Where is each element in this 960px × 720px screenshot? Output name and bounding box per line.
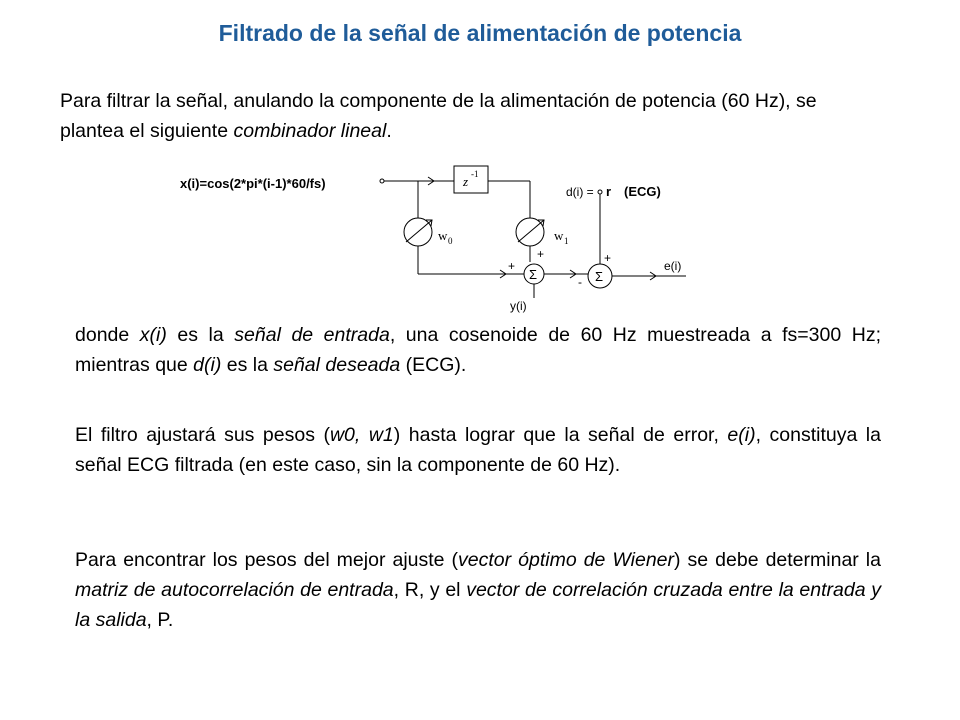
desired-node [598, 190, 602, 194]
w1-label: w [554, 228, 564, 243]
linear-combiner-diagram [176, 158, 706, 318]
para2-text: ) hasta lograr que la señal de error, [393, 424, 728, 446]
para2-text: El filtro ajustará sus pesos ( [75, 424, 330, 446]
intro-text-1: Para filtrar la señal, anulando la componente de la alimentación de potencia (60 Hz), se plantea el siguiente [60, 90, 817, 142]
intro-paragraph [60, 86, 885, 146]
summer-2-minus: - [578, 275, 582, 289]
paragraph-weights [75, 420, 881, 480]
para1-text: , una cosenoide de 60 Hz muestreada a fs=300 Hz; mientras que [75, 324, 881, 376]
para3-text: , R, y el [393, 579, 467, 601]
para1-text: es la [221, 354, 274, 376]
intro-text-2: . [386, 120, 392, 142]
summer-1-plus-top: + [537, 247, 545, 261]
desired-ecg: (ECG) [624, 184, 661, 199]
para1-text: donde [75, 324, 140, 346]
para3-italic: vector de correlación cruzada entre la entrada y la salida [75, 579, 881, 631]
input-node [380, 179, 384, 183]
para1-italic: d(i) [193, 354, 222, 376]
para3-text: , P. [146, 609, 174, 631]
w0-label: w [438, 228, 448, 243]
para1-text: (ECG). [400, 354, 467, 376]
para3-text: Para encontrar los pesos del mejor ajuste ( [75, 549, 459, 571]
summer-2-plus: + [604, 251, 612, 265]
desired-label: d(i) = [566, 185, 594, 199]
para3-italic: matriz de autocorrelación de entrada [75, 579, 394, 601]
para2-text: , constituya la señal ECG filtrada (en este caso, sin la componente de 60 Hz). [75, 424, 881, 476]
para2-italic: w0, w1 [329, 424, 394, 446]
desired-r: r [606, 184, 612, 199]
para1-italic: señal de entrada [234, 324, 390, 346]
para1-text: es la [166, 324, 235, 346]
delay-z: z [463, 174, 469, 189]
summer-2-symbol: Σ [595, 269, 604, 284]
para1-italic: señal deseada [273, 354, 401, 376]
input-signal-label: x(i)=cos(2*pi*(i-1)*60/fs) [180, 176, 326, 191]
slide-title: Filtrado de la señal de alimentación de potencia [218, 20, 742, 46]
summer-1-symbol: Σ [529, 267, 538, 282]
paragraph-signals [75, 320, 881, 380]
para2-italic: e(i) [727, 424, 756, 446]
delay-exponent: -1 [471, 169, 479, 179]
para3-italic: vector óptimo de Wiener [458, 549, 675, 571]
para3-text: ) se debe determinar la [674, 549, 881, 571]
w0-subscript: 0 [448, 236, 453, 246]
intro-italic-combinador: combinador lineal [233, 120, 387, 142]
w1-subscript: 1 [564, 236, 569, 246]
error-label: e(i) [664, 259, 682, 273]
y-label: y(i) [510, 299, 527, 313]
para1-italic: x(i) [139, 324, 167, 346]
summer-1-plus-left: + [508, 259, 516, 273]
paragraph-wiener [75, 545, 881, 635]
